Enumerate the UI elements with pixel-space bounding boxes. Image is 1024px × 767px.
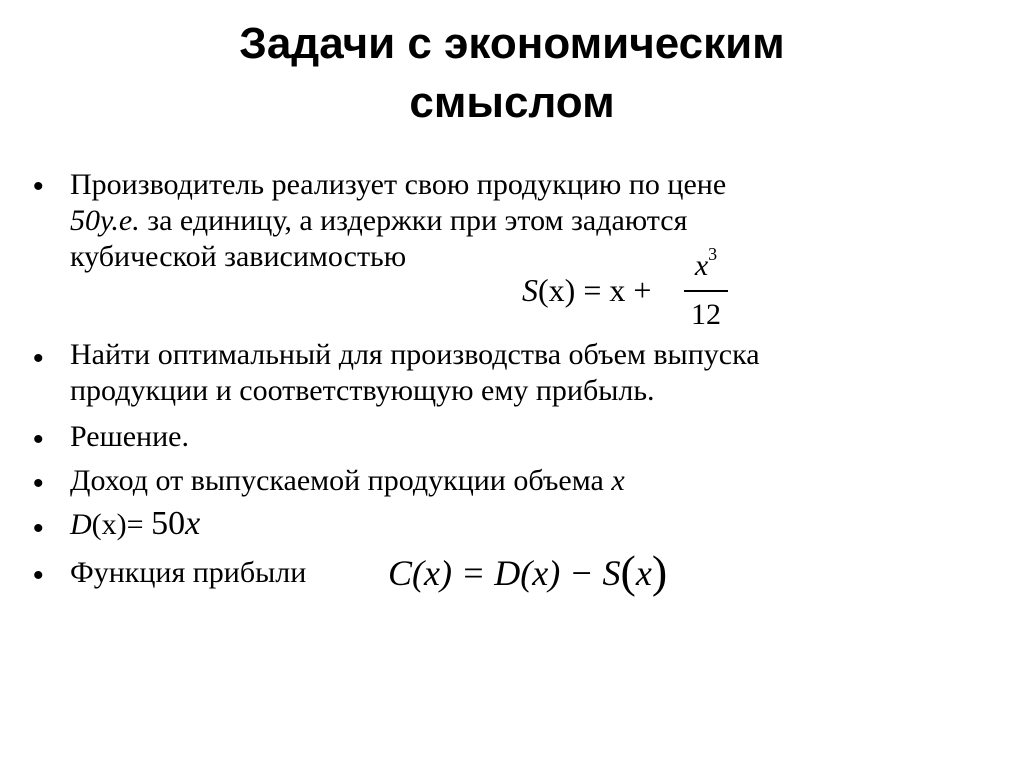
cost-fraction-denominator: 12 [691,298,721,331]
revenue-description: Доход от выпускаемой продукции объема x [70,464,625,497]
bullet-marker: • [33,423,44,456]
profit-label: Функция прибыли [70,556,307,589]
fraction-bar [684,290,728,292]
bullet-marker: • [33,170,44,203]
problem-line-1: Производитель реализует свою продукцию по цене [70,168,727,201]
problem-line-2 [70,203,687,239]
price-value: 50у.е. [70,204,140,237]
cost-fraction-numerator: $x^3$ [694,244,718,282]
title-line-1: Задачи с экономическим [239,19,785,68]
solution-label: Решение. [70,420,189,453]
problem-line-2-rest: за единицу, а издержки при этом задаются [139,204,688,237]
profit-formula: C(x) = D(x) − S(x) [388,546,668,597]
title-line-2: смыслом [409,78,615,127]
problem-line-3: кубической зависимостью [70,240,407,273]
bullet-marker: • [33,559,44,592]
task-line-1: Найти оптимальный для производства объем выпуска [70,338,760,371]
cost-formula-lhs: S(x) = x + [522,272,652,308]
bullet-marker: • [33,342,44,375]
bullet-marker: • [33,512,44,545]
revenue-formula: D(x)= 50x [70,505,201,542]
bullet-marker: • [33,467,44,500]
task-line-2: продукции и соответствующую ему прибыль. [70,374,655,407]
